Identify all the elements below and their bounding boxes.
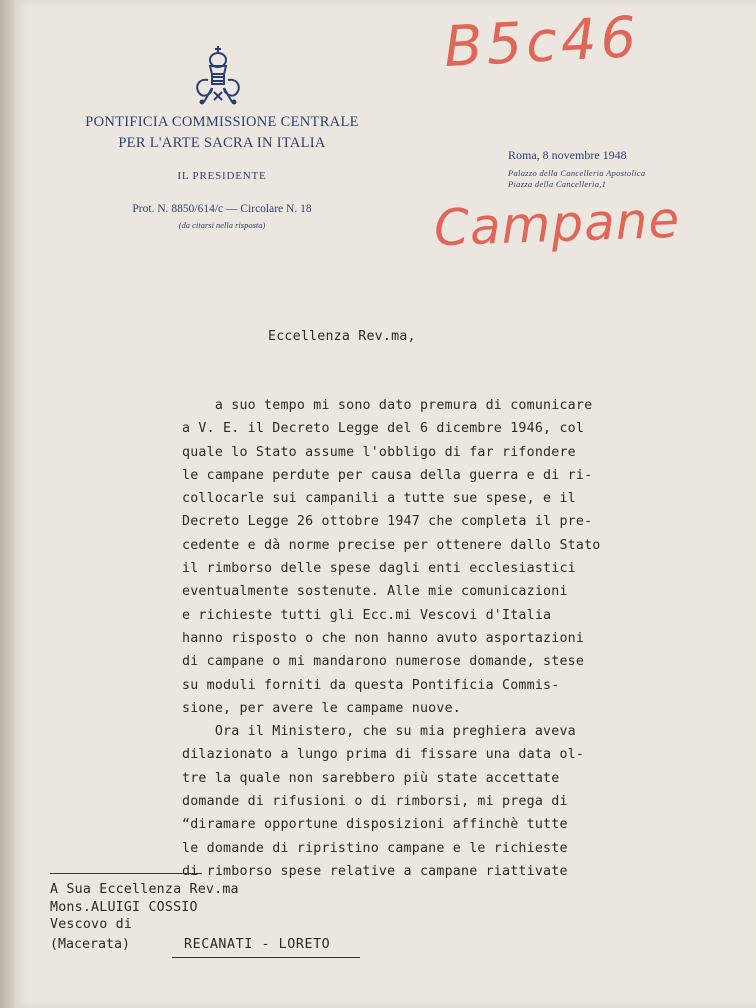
body-line: di campane o mi mandarono numerose domande, stese	[182, 654, 585, 670]
body-line: a suo tempo mi sono dato premura di comunicare	[182, 398, 593, 413]
organization-name-line1: PONTIFICIA COMMISSIONE CENTRALE	[85, 114, 359, 130]
body-line: su moduli forniti da questa Pontificia Commis-	[182, 677, 560, 693]
body-line: domande di rifusioni o di rimborsi, mi prega di	[182, 794, 568, 810]
recipient-divider	[50, 873, 202, 874]
recipient-line: A Sua Eccellenza Rev.ma	[50, 882, 239, 897]
body-line: dilazionato a lungo prima di fissare una data ol-	[182, 747, 585, 763]
body-line: le domande di ripristino campane e le richieste	[182, 840, 568, 856]
city-underline	[172, 957, 360, 958]
papal-crest-icon	[190, 44, 246, 108]
recipient-block	[50, 881, 239, 934]
body-line: Ora il Ministero, che su mia preghiera aveva	[182, 724, 576, 740]
body-line: a V. E. il Decreto Legge del 6 dicembre 1946, col	[182, 421, 585, 437]
address-line2: Piazza della Cancelleria,1	[508, 179, 607, 189]
protocol-note: (da citarsi nella risposta)	[178, 220, 266, 230]
letter-date: Roma, 8 novembre 1948	[508, 148, 627, 162]
body-line: Decreto Legge 26 ottobre 1947 che completa il pre-	[182, 514, 593, 530]
body-line: le campane perdute per causa della guerra e di ri-	[182, 467, 593, 483]
organization-name-line2: PER L'ARTE SACRA IN ITALIA	[118, 135, 326, 151]
body-line: tre la quale non sarebbero più state accettate	[182, 770, 560, 786]
handwritten-subject: Campane	[433, 190, 682, 258]
body-line: quale lo Stato assume l'obbligo di far rifondere	[182, 444, 576, 460]
address-line1: Palazzo della Cancelleria Apostolica	[508, 168, 646, 178]
handwritten-archive-code: B5c46	[442, 4, 642, 81]
salutation: Eccellenza Rev.ma,	[268, 329, 416, 344]
body-line: e richieste tutti gli Ecc.mi Vescovi d'Italia	[182, 607, 552, 623]
body-line: il rimborso delle spese dagli enti ecclesiastici	[182, 561, 576, 577]
body-line: “diramare opportune disposizioni affinchè tutte	[182, 817, 568, 833]
recipient-line: Vescovo di	[50, 917, 133, 932]
letter-body	[182, 394, 652, 883]
recipient-line: Mons.ALUIGI COSSIO	[50, 899, 198, 915]
recipient-city: RECANATI - LORETO	[184, 937, 331, 952]
sender-role: IL PRESIDENTE	[177, 170, 267, 182]
page-binding-edge	[0, 0, 14, 1008]
recipient-province: (Macerata)	[50, 937, 131, 952]
body-line: collocarle sui campanili a tutte sue spese, e il	[182, 491, 576, 507]
protocol-number: Prot. N. 8850/614/c — Circolare N. 18	[132, 203, 312, 215]
body-line: di rimborso spese relative a campane riattivate	[182, 863, 568, 879]
body-line: hanno risposto o che non hanno avuto asportazioni	[182, 630, 585, 646]
body-line: cedente e dà norme precise per ottenere dallo Stato	[182, 537, 601, 553]
body-line: sione, per avere le campame nuove.	[182, 700, 461, 716]
body-line: eventualmente sostenute. Alle mie comunicazioni	[182, 584, 568, 600]
date-address-block	[508, 148, 708, 190]
letter-page	[14, 0, 756, 1008]
